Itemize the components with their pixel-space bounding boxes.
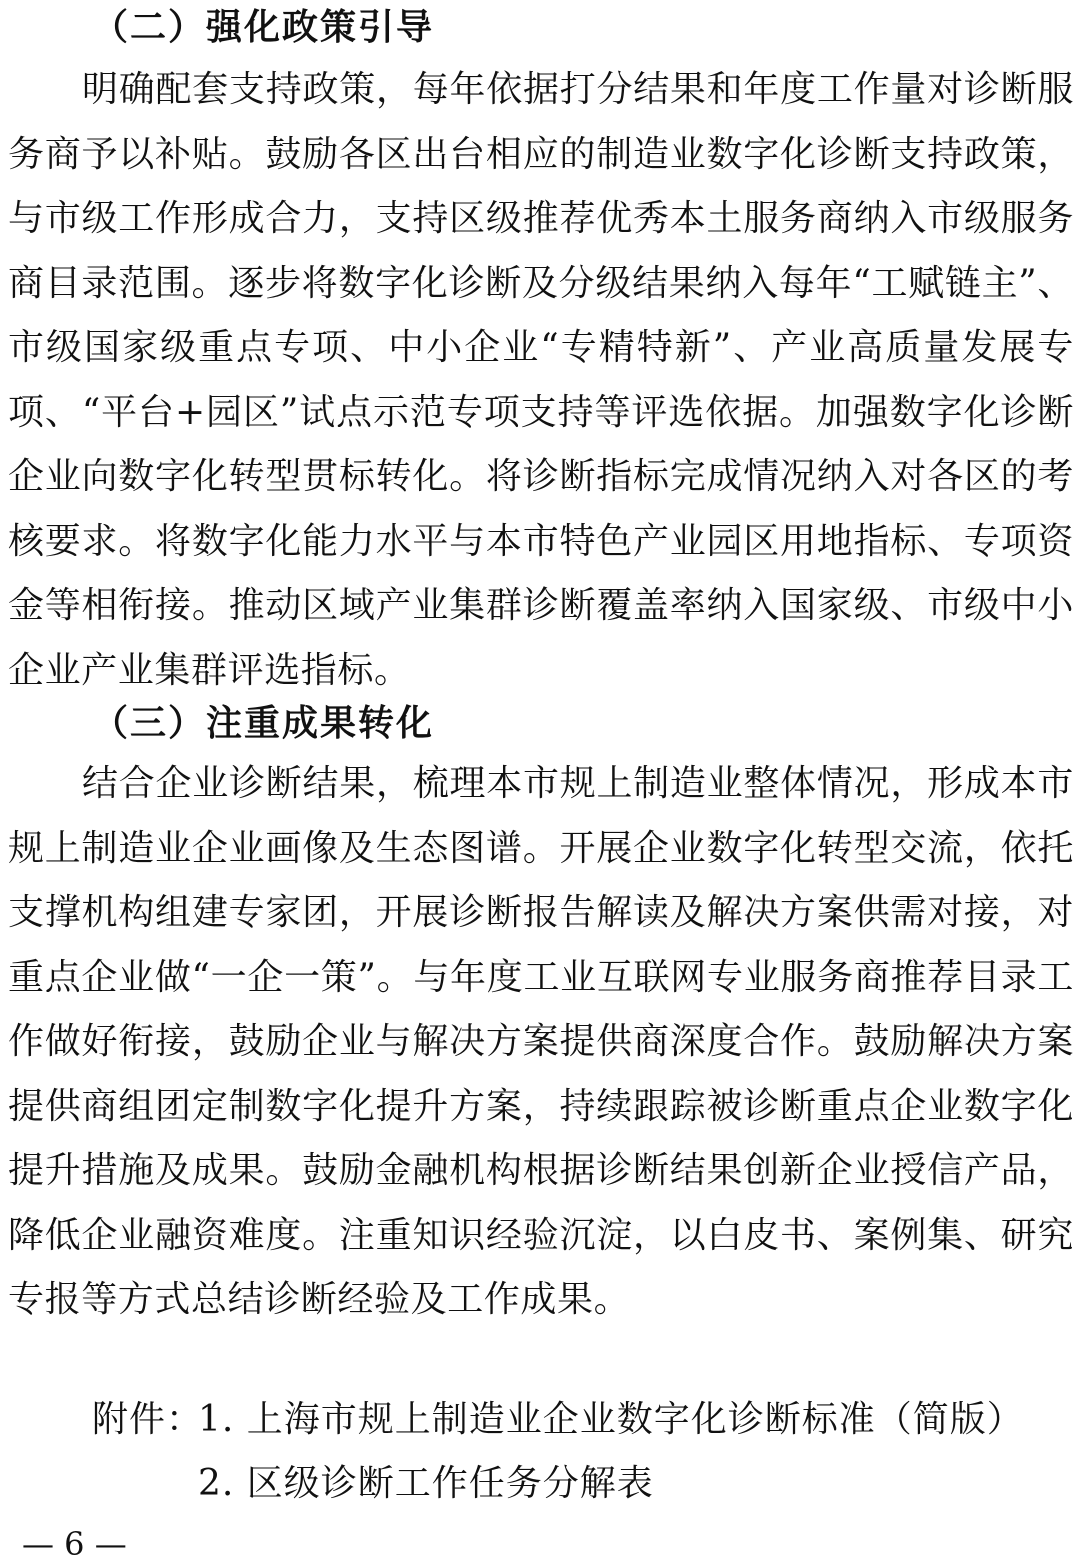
attachments-label: 附件： <box>92 1399 204 1440</box>
section-heading-result-transformation: （三）注重成果转化 <box>92 703 435 744</box>
section-paragraph-policy-guidance: 明确配套支持政策，每年依据打分结果和年度工作量对诊断服务商予以补贴。鼓励各区出台相应的制造业数字化诊断支持政策，与市级工作形成合力，支持区级推荐优秀本土服务商纳入市级服务商目录范围。逐步将数字化诊断及分级结果纳入每年“工赋链主”、市级国家级重点专项、中小企业“专精特新”、产业高质量发展专项、“平台+园区”试点示范专项支持等评选依据。加强数字化诊断企业向数字化转型贯标转化。将诊断指标完成情况纳入对各区的考核要求。将数字化能力水平与本市特色产业园区用地指标、专项资金等相衔接。推动区域产业集群诊断覆盖率纳入国家级、市级中小企业产业集群评选指标。 <box>8 69 1074 691</box>
attachment-item-2: 2. 区级诊断工作任务分解表 <box>198 1463 654 1504</box>
page-number: — 6 — <box>22 1525 127 1563</box>
section-paragraph-result-transformation: 结合企业诊断结果，梳理本市规上制造业整体情况，形成本市规上制造业企业画像及生态图谱。开展企业数字化转型交流，依托支撑机构组建专家团，开展诊断报告解读及解决方案供需对接，对重点企业做“一企一策”。与年度工业互联网专业服务商推荐目录工作做好衔接，鼓励企业与解决方案提供商深度合作。鼓励解决方案提供商组团定制数字化提升方案，持续跟踪被诊断重点企业数字化提升措施及成果。鼓励金融机构根据诊断结果创新企业授信产品，降低企业融资难度。注重知识经验沉淀，以白皮书、案例集、研究专报等方式总结诊断经验及工作成果。 <box>8 763 1074 1320</box>
attachment-item-1: 1. 上海市规上制造业企业数字化诊断标准（简版） <box>198 1399 1024 1440</box>
section-heading-policy-guidance: （二）强化政策引导 <box>92 7 435 48</box>
